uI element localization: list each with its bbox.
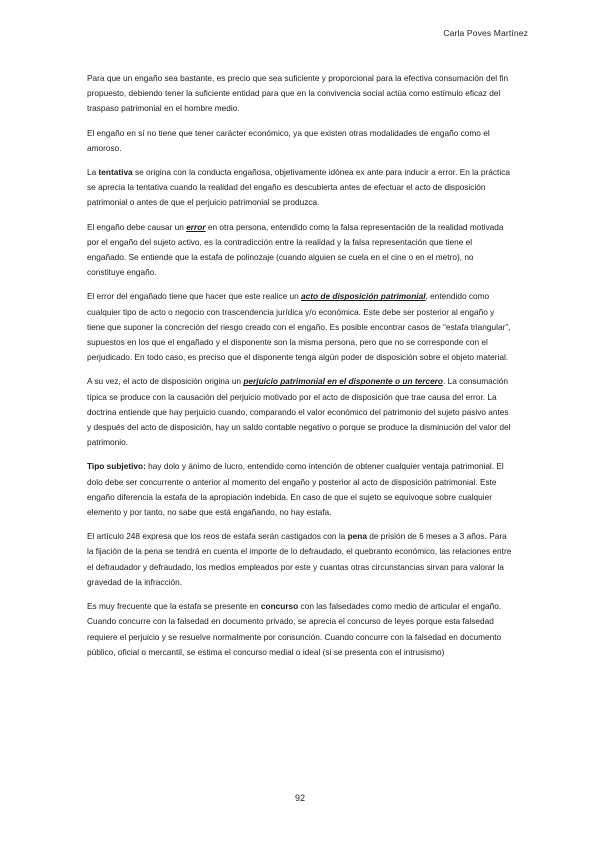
paragraph-tentativa	[87, 165, 513, 211]
text-segment: Es muy frecuente que la estafa se presente en	[87, 601, 261, 612]
text-segment: hay dolo y ánimo de lucro, entendido como intención de obtener cualquier ventaja patrimonial. El dolo debe ser concurrente o anterior al momento del engaño y posterior al acto de disposición patrimonial. Este engaño diferencia la estafa de la apropiación indebida. En caso de que el sujeto se equivoque sobre cualquier elemento y por tanto, no sabe que está engañando, no hay estafa.	[87, 461, 504, 518]
text-segment: en otra persona, entendido como la falsa representación de la realidad motivada por el engaño del sujeto activo, es la contradicción entre la realidad y la falsa representación que tiene el engañado. Se entiende que la estafa de polinozaje (cuando alguien se cuela en el cine o en el metro), no constituye engaño.	[87, 221, 504, 278]
term-tipo-subjetivo: Tipo subjetivo:	[87, 461, 146, 472]
paragraph-engano-economico: El engaño en sí no tiene que tener carácter económico, ya que existen otras modalidades de engaño como el amoroso.	[87, 127, 490, 153]
running-header-author: Carla Poves Martínez	[443, 28, 528, 38]
paragraph-pena	[87, 529, 513, 590]
paragraph-engano-bastante: Para que un engaño sea bastante, es precio que sea suficiente y proporcional para la efectiva consumación del fin propuesto, debiendo tener la suficiente entidad para que en la convivencia social actúa como estímulo eficaz del traspaso patrimonial en el hombre medio.	[87, 73, 509, 114]
text-segment: El engaño debe causar un	[87, 221, 187, 232]
paragraph-error	[87, 220, 513, 281]
paragraph-tipo-subjetivo	[87, 459, 513, 520]
text-segment: La	[87, 167, 99, 178]
paragraph-concurso	[87, 599, 513, 660]
paragraph-perjuicio	[87, 374, 513, 450]
paragraph-acto-disposicion	[87, 289, 513, 365]
text-segment: El artículo 248 expresa que los reos de estafa serán castigados con la	[87, 531, 348, 542]
text-segment: El error del engañado tiene que hacer que este realice un	[87, 291, 302, 302]
term-concurso: concurso	[260, 601, 299, 612]
text-segment: de prisión de 6 meses a 3 años. Para la fijación de la pena se tendrá en cuenta el importe de lo defraudado, el quebranto económico, las relaciones entre el defraudador y defraudado, los medios empleados por este y cuantas otras circunstancias sirvan para valorar la gravedad de la infracción.	[87, 531, 512, 587]
term-perjuicio: perjuicio patrimonial en el disponente o un tercero	[243, 376, 443, 387]
text-segment: se origina con la conducta engañosa, objetivamente idónea ex ante para inducir a error. En la práctica se aprecia la tentativa cuando la realidad del engaño es descubierta antes de efectuar el acto de disposición patrimonial o antes de que el perjuicio patrimonial se produzca.	[87, 167, 510, 208]
page-body	[87, 71, 513, 669]
term-acto-disposicion: acto de disposición patrimonial	[301, 291, 426, 302]
text-segment: con las falsedades como medio de articular el engaño. Cuando concurre con la falsedad en documento privado, se aprecia el concurso de leyes porque esta falsedad requiere el perjuicio y se resuelve normalmente por consunción. Cuando concurre con la falsedad en documento público, oficial o mercantil, se estima el concurso medial o ideal (si se presenta con el intrusismo)	[87, 601, 502, 657]
term-error: error	[186, 221, 206, 232]
page-number: 92	[294, 793, 305, 803]
term-tentativa: tentativa	[98, 167, 133, 178]
text-segment: A su vez, el acto de disposición origina un	[87, 376, 244, 387]
text-segment: , entendido como cualquier tipo de acto o negocio con trascendencia jurídica y/o económica. Este debe ser posterior al engaño y tiene que suponer la concreción del riesgo creado con el engaño. Es posible encontrar casos de “estafa triangular”, supuestos en los que el engañado y el disponente son la misma persona, pero que no se corresponde con el perjudicado. En todo caso, es preciso que el disponente tenga algún poder de disposición sobre el objeto material.	[87, 291, 511, 363]
term-pena: pena	[347, 531, 367, 542]
text-segment: . La consumación típica se produce con la causación del perjuicio motivado por el acto de disposición que trae causa del error. La doctrina entiende que hay perjuicio cuando, comparando el valor económico del patrimonio del sujeto pasivo antes y después del acto de disposición, hay un saldo contable negativo o porque se produce la disminución del valor del patrimonio.	[87, 376, 511, 448]
